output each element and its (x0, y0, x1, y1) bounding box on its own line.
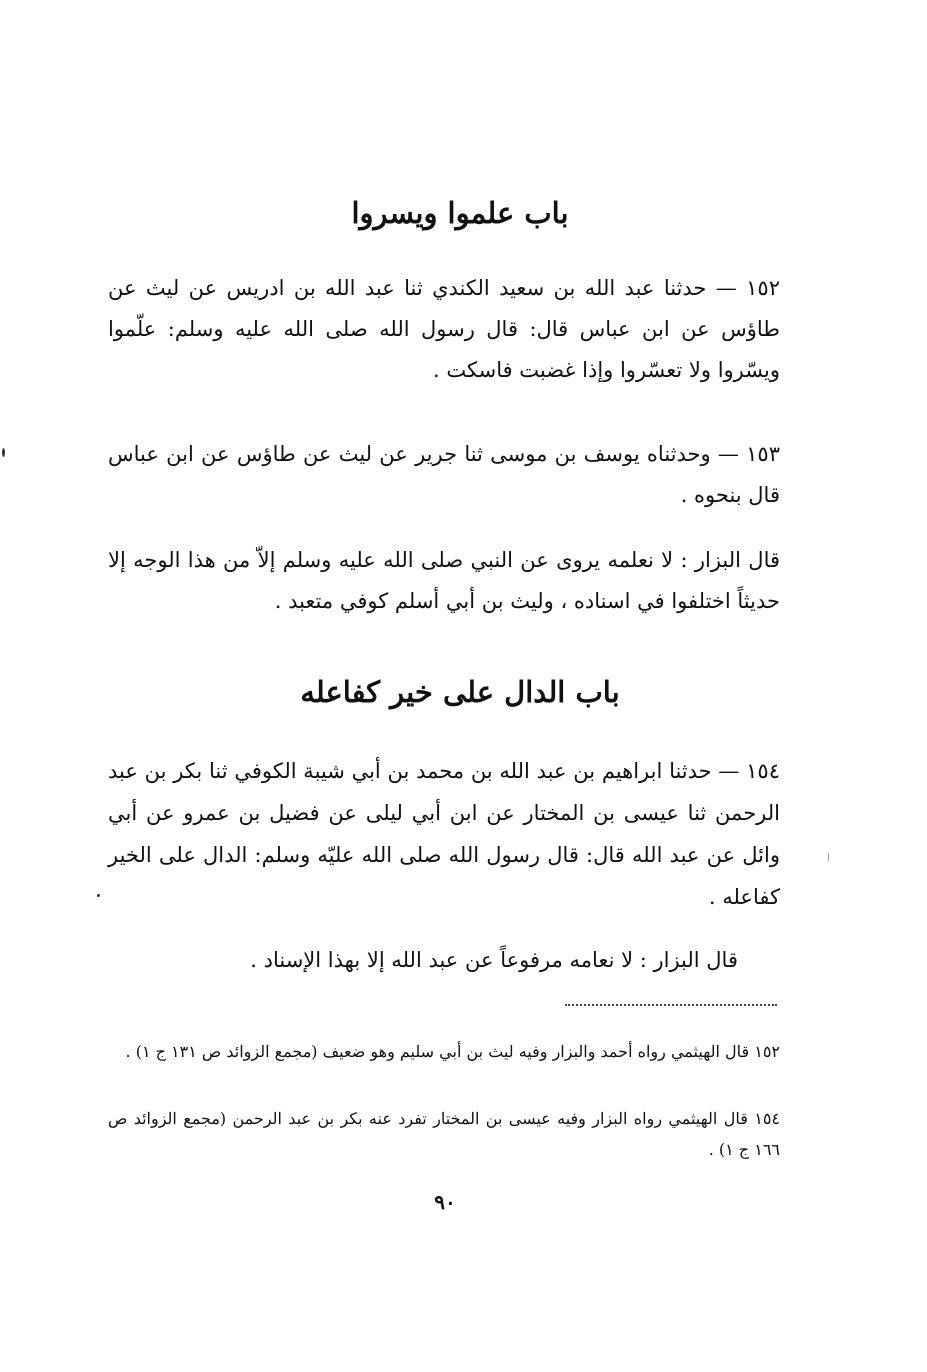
chapter-heading-guide-to-good: باب الدال على خير كفاعله (300, 675, 620, 709)
bazzar-comment-1: قال البزار : لا نعلمه يروى عن النبي صلى الله عليه وسلم إلاّ من هذا الوجه إلا حديثاً اختلفوا في اسناده ، وليث بن أبي أسلم كوفي متعبد . (108, 548, 780, 613)
footnote-152: ١٥٢ قال الهيثمي رواه أحمد والبزار وفيه ليث بن أبي سليم وهو ضعيف (مجمع الزوائد ص ١٣١ ج ١) . (125, 1042, 780, 1061)
hadith-154-paragraph: ١٥٤ — حدثنا ابراهيم بن عبد الله بن محمد بن أبي شيبة الكوفي ثنا بكر بن عبد الرحمن ثنا عيسى بن المختار عن ابن أبي ليلى عن فضيل بن عمرو عن أبي وائل عن عبد الله قال: قال رسول الله صلى الله عليّه وسلم: الدال على الخير كفاعله . (108, 759, 780, 909)
scan-speck-margin (97, 894, 100, 897)
bazzar-comment-2: قال البزار : لا نعامه مرفوعاً عن عبد الله إلا بهذا الإسناد . (250, 948, 738, 972)
chapter-heading-teach-and-ease: باب علموا ويسروا (351, 196, 569, 230)
hadith-152-paragraph: ١٥٢ — حدثنا عبد الله بن سعيد الكندي ثنا عبد الله بن ادريس عن ليث عن طاؤس عن ابن عباس قال: قال رسول الله صلى الله عليه وسلم: علّموا ويسّروا ولا تعسّروا وإذا غضبت فاسكت . (108, 276, 780, 382)
hadith-153-paragraph: ١٥٣ — وحدثناه يوسف بن موسى ثنا جرير عن ليث عن طاؤس عن ابن عباس قال بنحوه . (108, 442, 780, 507)
scan-speck-right (828, 852, 829, 862)
page-number: ٩٠ (434, 1190, 456, 1214)
footnote-separator (565, 1004, 777, 1006)
scan-speck-left (2, 448, 5, 457)
footnote-154: ١٥٤ قال الهيثمي رواه البزار وفيه عيسى بن المختار تفرد عنه بكر بن عبد الرحمن (مجمع الزوائد ص ١٦٦ ج ١) . (108, 1109, 780, 1159)
